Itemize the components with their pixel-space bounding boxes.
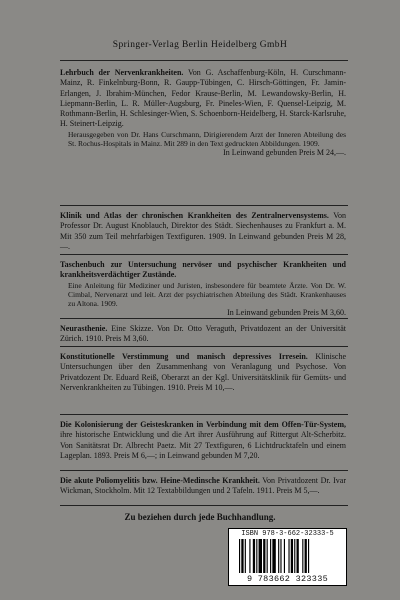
entry-title: Klinik und Atlas der chronischen Krankheiten des Zentralnervensystems. (60, 211, 329, 220)
entry-body: Von Privatdozent Dr. Ivar Wickman, Stockholm. Mit 12 Textabbildungen und 2 Tafeln. 1911. Preis M 5,—. (60, 476, 346, 496)
barcode-bar (256, 539, 257, 573)
barcode-bar (297, 539, 299, 573)
entry-taschenbuch (60, 260, 346, 319)
bottom-rule (60, 505, 348, 506)
barcode-bar (270, 539, 271, 573)
barcode-bar (272, 539, 275, 573)
barcode-bar (253, 539, 255, 573)
barcode-digits: 9 783662 323335 (246, 574, 328, 584)
availability-note: Zu beziehen durch jede Buchhandlung. (124, 512, 276, 522)
barcode-bar (280, 539, 281, 573)
barcode-bars (239, 539, 337, 573)
barcode-bar (291, 539, 293, 573)
barcode-bar (267, 539, 268, 573)
entry-body: Von Professor Dr. August Knoblauch, Direktor des Städt. Siechenhauses zu Frankfurt a. M. Mit 350 zum Teil mehrfarbigen Textfiguren. 1909. In Leinwand gebunden Preis M 28,—. (60, 211, 346, 251)
barcode-bar (241, 539, 243, 573)
barcode-bar (284, 539, 285, 573)
entry-lehrbuch (60, 68, 346, 159)
entry-title: Neurasthenie. (60, 324, 108, 333)
top-rule (60, 60, 348, 61)
divider-rule (60, 470, 348, 471)
barcode-bar (294, 539, 295, 573)
entry-body: Von G. Aschaffenburg-Köln, H. Curschmann-Mainz, R. Finkelnburg-Bonn, R. Gaupp-Tübingen, C. Hirsch-Göttingen, Fr. Jamin-Erlangen, J. Ibrahim-München, Fedor Krause-Berlin, M. Lewandowsky-Berlin, H. Liepmann-Berlin, L. R. Müller-Augsburg, Fr. Pineles-Wien, F. Quensel-Leipzig, M. Rothmann-Berlin, H. Schlesinger-Wien, S. Schoenborn-Heidelberg, H. Starck-Karlsruhe, H. Steinert-Leipzig. (60, 68, 347, 129)
entry-title: Lehrbuch der Nervenkrankheiten. (60, 68, 184, 77)
entry-body: Klinische Untersuchungen über den Zusammenhang von Veranlagung und Psychose. Von Privatdozent Dr. Eduard Reiß, Oberarzt an der Kgl. Universitätsklinik für Gemüts- und Nervenkrankheiten zu Tübingen. 1910. Preis M 10,—. (60, 352, 347, 392)
publisher-name: Springer-Verlag Berlin Heidelberg GmbH (112, 40, 288, 50)
entry-price: In Leinwand gebunden Preis M 3,60. (227, 308, 346, 318)
entry-title: Taschenbuch zur Untersuchung nervöser und psychischer Krankheiten und krankheitsverdächtiger Zustände. (60, 260, 346, 280)
entry-neurasthenie (60, 324, 346, 345)
entry-body: ihre historische Entwicklung und die Art ihrer Ausführung auf Rittergut Alt-Scherbitz. Von Sanitätsrat Dr. Albrecht Paetz. Mit 27 Textfiguren, 6 Lichtdrucktafeln und einem Lageplan. 1893. Preis M 6,—; in Leinwand gebunden M 7,20. (60, 430, 346, 460)
barcode-bar (302, 539, 303, 573)
barcode-bar (239, 539, 240, 573)
divider-rule (60, 205, 348, 206)
divider-rule (60, 414, 348, 415)
barcode-bar (263, 539, 265, 573)
entry-title: Die Kolonisierung der Geisteskranken in Verbindung mit dem Offen-Tür-System, (60, 420, 346, 429)
barcode-bar (278, 539, 279, 573)
barcode-bar (308, 539, 309, 573)
entry-klinik-atlas (60, 211, 346, 252)
barcode-bar (245, 539, 246, 573)
barcode-bar (249, 539, 250, 573)
divider-rule (60, 254, 348, 255)
barcode-bar (259, 539, 262, 573)
entry-note: Herausgegeben von Dr. Hans Curschmann, Dirigierendem Arzt der Inneren Abteilung des St. Rochus-Hospitals in Mainz. Mit 289 in den Text gedruckten Abbildungen. 1909. (68, 129, 346, 149)
barcode-bar (305, 539, 307, 573)
divider-rule (60, 318, 348, 319)
isbn-barcode (228, 528, 347, 586)
entry-kolonisierung (60, 420, 346, 461)
divider-rule (60, 346, 348, 347)
entry-poliomyelitis (60, 476, 346, 497)
entry-title: Die akute Poliomyelitis bzw. Heine-Medinsche Krankheit. (60, 476, 260, 485)
entry-title: Konstitutionelle Verstimmung und manisch depressives Irresein. (60, 352, 308, 361)
entry-price: In Leinwand gebunden Preis M 24,—. (223, 148, 346, 158)
barcode-bar (288, 539, 289, 573)
entry-note: Eine Anleitung für Mediziner und Juristen, insbesondere für beamtete Ärzte. Von Dr. W. Cimbal, Nervenarzt und leit. Arzt der psychiatrischen Abteilung des Städt. Krankenhauses zu Altona. 1909. (68, 280, 346, 309)
entry-body: Eine Skizze. Von Dr. Otto Veraguth, Privatdozent an der Universität Zürich. 1910. Preis M 3,60. (60, 324, 346, 344)
entry-konstitutionelle (60, 352, 346, 393)
isbn-label: ISBN 978-3-662-32333-5 (241, 530, 334, 538)
